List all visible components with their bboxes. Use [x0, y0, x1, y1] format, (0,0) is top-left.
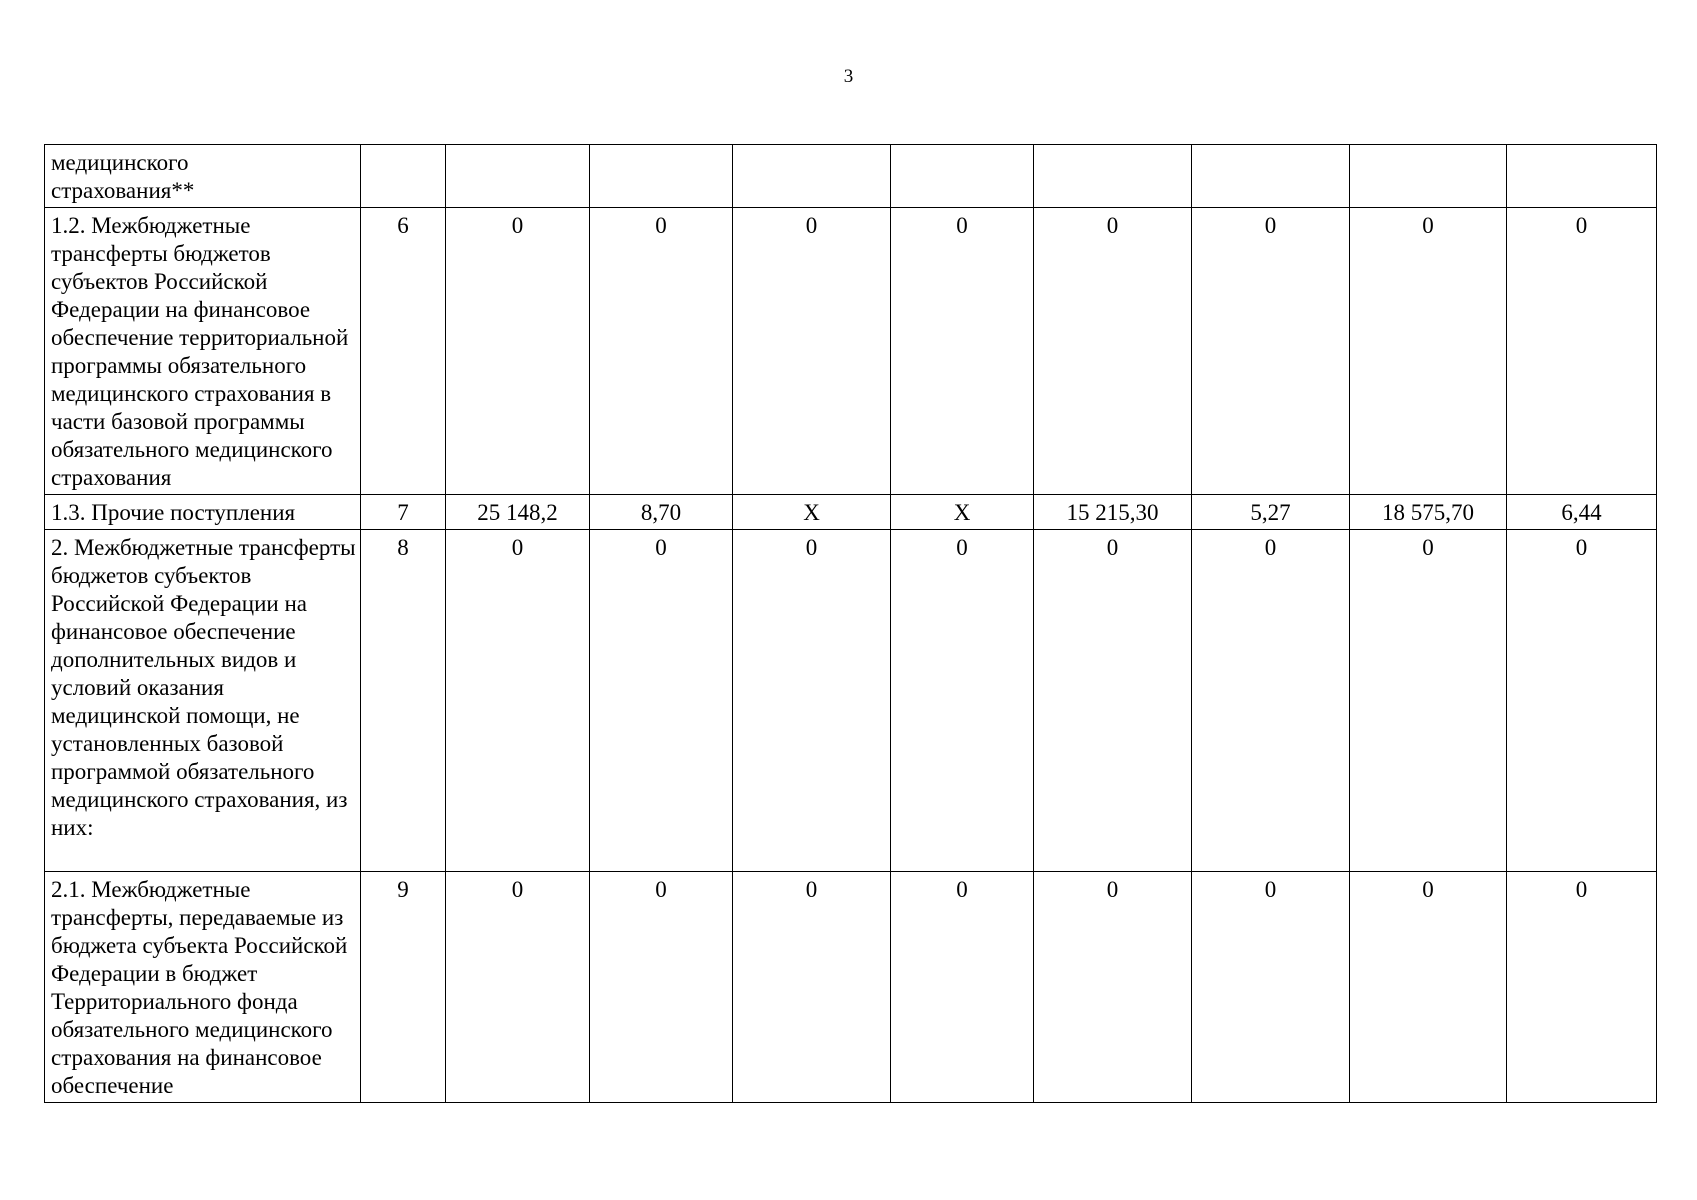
table-cell: 0 [446, 208, 590, 495]
table-cell: 0 [590, 530, 733, 872]
table-cell: 0 [446, 530, 590, 872]
table-cell: 0 [590, 872, 733, 1103]
table-row [45, 530, 1657, 872]
row-label: медицинского страхования** [45, 145, 361, 208]
table-cell: 18 575,70 [1350, 495, 1507, 530]
row-label: 2. Межбюджетные трансферты бюджетов субъектов Российской Федерации на финансовое обеспечение дополнительных видов и условий оказания медицинской помощи, не установленных базовой программой обязательного медицинского страхования, из них: [45, 530, 361, 872]
table-row [45, 495, 1657, 530]
row-label: 2.1. Межбюджетные трансферты, передаваемые из бюджета субъекта Российской Федерации в бюджет Территориального фонда обязательного медицинского страхования на финансовое обеспечение [45, 872, 361, 1103]
table-cell: 0 [1034, 872, 1192, 1103]
row-number [361, 145, 446, 208]
table-cell: 0 [891, 208, 1034, 495]
table-cell: 15 215,30 [1034, 495, 1192, 530]
table-cell: X [891, 495, 1034, 530]
table-cell: 6,44 [1507, 495, 1657, 530]
row-label: 1.3. Прочие поступления [45, 495, 361, 530]
table-cell: 0 [446, 872, 590, 1103]
data-table [44, 144, 1657, 1103]
table-cell [891, 145, 1034, 208]
table-cell [1034, 145, 1192, 208]
row-number: 7 [361, 495, 446, 530]
table-cell: 0 [891, 530, 1034, 872]
table-cell: 5,27 [1192, 495, 1350, 530]
table-cell: 0 [1350, 208, 1507, 495]
table-cell [590, 145, 733, 208]
table-row [45, 208, 1657, 495]
table-cell [1507, 145, 1657, 208]
table-cell: 0 [733, 872, 891, 1103]
row-number: 6 [361, 208, 446, 495]
row-number: 9 [361, 872, 446, 1103]
table-cell: X [733, 495, 891, 530]
table-cell: 0 [1507, 872, 1657, 1103]
table-cell: 0 [1192, 208, 1350, 495]
table-cell: 0 [590, 208, 733, 495]
table-cell: 0 [1507, 208, 1657, 495]
table-cell: 0 [1192, 872, 1350, 1103]
table-cell: 0 [733, 530, 891, 872]
table-cell: 8,70 [590, 495, 733, 530]
table-cell: 0 [733, 208, 891, 495]
table-cell: 25 148,2 [446, 495, 590, 530]
table-cell [1192, 145, 1350, 208]
row-label: 1.2. Межбюджетные трансферты бюджетов субъектов Российской Федерации на финансовое обеспечение территориальной программы обязательного медицинского страхования в части базовой программы обязательного медицинского страхования [45, 208, 361, 495]
table-cell: 0 [1192, 530, 1350, 872]
table-cell [733, 145, 891, 208]
table-cell [446, 145, 590, 208]
table-cell: 0 [1034, 530, 1192, 872]
table-cell: 0 [1507, 530, 1657, 872]
table-row [45, 145, 1657, 208]
row-number: 8 [361, 530, 446, 872]
table-cell: 0 [1350, 530, 1507, 872]
page-number: 3 [843, 66, 854, 87]
table-row [45, 872, 1657, 1103]
table-cell: 0 [1034, 208, 1192, 495]
table-cell: 0 [1350, 872, 1507, 1103]
table-cell [1350, 145, 1507, 208]
table-cell: 0 [891, 872, 1034, 1103]
